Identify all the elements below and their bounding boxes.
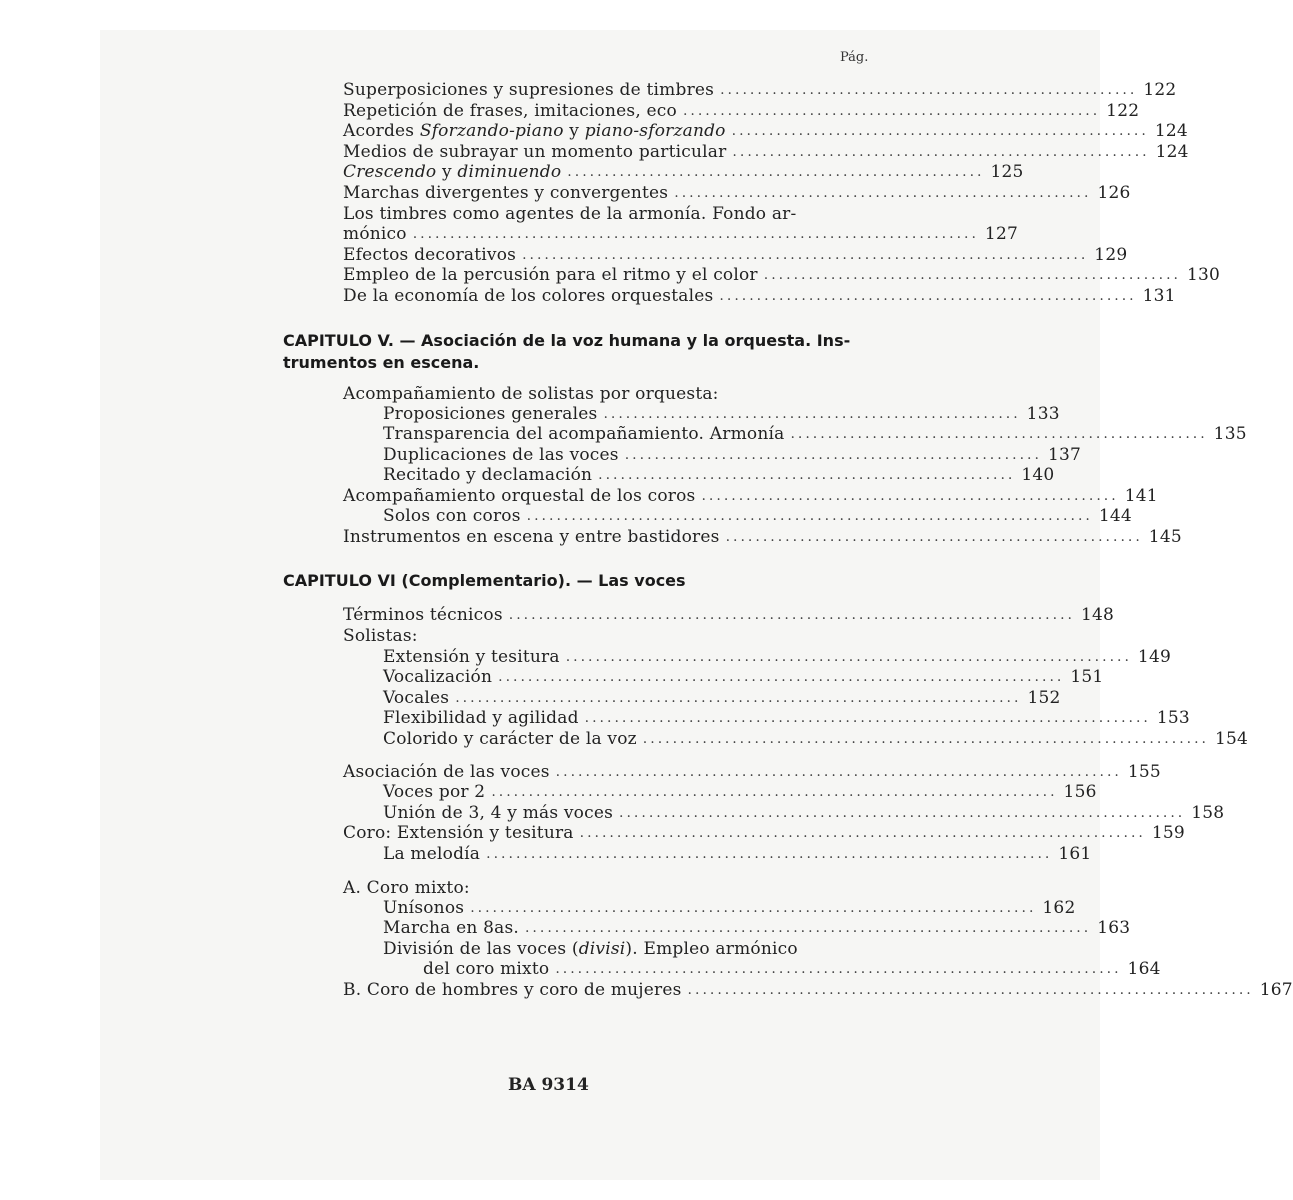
toc-entry: Asociación de las voces ............................................................................ 155 [343, 762, 1161, 782]
toc-entry: Vocalización ............................................................................ 151 [383, 667, 1104, 687]
toc-entry: La melodía ............................................................................ 161 [383, 844, 1092, 864]
toc-entry: División de las voces (divisi). Empleo armónico [383, 939, 798, 959]
toc-entry: Acompañamiento orquestal de los coros ........................................................ 141 [343, 486, 1158, 506]
page-number: 162 [1042, 898, 1076, 918]
page-number: 144 [1098, 506, 1132, 526]
page-number: 129 [1094, 245, 1128, 265]
page-number: 151 [1070, 667, 1104, 687]
page-number: 122 [1143, 80, 1177, 100]
page-number: 152 [1027, 688, 1061, 708]
toc-entry: Colorido y carácter de la voz ............................................................................ 154 [383, 729, 1249, 749]
page-number: 137 [1047, 445, 1081, 465]
toc-entry: mónico ............................................................................ 127 [343, 224, 1018, 244]
page-number: 131 [1142, 286, 1176, 306]
toc-entry: Los timbres como agentes de la armonía. Fondo ar- [343, 204, 797, 224]
page-number: 156 [1063, 782, 1097, 802]
toc-entry: Efectos decorativos ............................................................................ 129 [343, 245, 1128, 265]
toc-entry: Duplicaciones de las voces ........................................................ 137 [383, 445, 1081, 465]
toc-entry: Marcha en 8as. ............................................................................ 163 [383, 918, 1131, 938]
toc-entry: De la economía de los colores orquestales ........................................................ 131 [343, 286, 1176, 306]
toc-entry: Términos técnicos ............................................................................ 148 [343, 605, 1115, 625]
page-number: 141 [1124, 486, 1158, 506]
toc-entry: Unísonos ............................................................................ 162 [383, 898, 1076, 918]
page-number: 154 [1215, 729, 1249, 749]
chapter-heading: CAPITULO V. — Asociación de la voz humana y la orquesta. Ins- trumentos en escena. [283, 331, 851, 372]
page-number: 159 [1151, 823, 1185, 843]
toc-entry: Crescendo y diminuendo ........................................................ 125 [343, 162, 1024, 182]
page-number: 145 [1148, 527, 1182, 547]
page-column-header: Pág. [840, 50, 869, 65]
toc-entry: Acompañamiento de solistas por orquesta: [343, 384, 719, 404]
toc-entry: Transparencia del acompañamiento. Armonía ........................................................ 135 [383, 424, 1247, 444]
page-number: 163 [1097, 918, 1131, 938]
page-number: 127 [984, 224, 1018, 244]
page-number: 158 [1191, 803, 1225, 823]
page-number: 167 [1259, 980, 1293, 1000]
toc-entry: Marchas divergentes y convergentes ........................................................ 126 [343, 183, 1131, 203]
page-number: 164 [1127, 959, 1161, 979]
toc-entry: Solos con coros ............................................................................ 144 [383, 506, 1132, 526]
toc-entry: Recitado y declamación ........................................................ 140 [383, 465, 1055, 485]
page-number: 161 [1058, 844, 1092, 864]
toc-entry: Acordes Sforzando-piano y piano-sforzando ........................................................ 124 [343, 121, 1188, 141]
page-number: 124 [1154, 121, 1188, 141]
toc-entry: Vocales ............................................................................ 152 [383, 688, 1061, 708]
page-number: 133 [1026, 404, 1060, 424]
chapter-heading: CAPITULO VI (Complementario). — Las voces [283, 571, 686, 590]
toc-entry: Instrumentos en escena y entre bastidores ........................................................ 145 [343, 527, 1182, 547]
toc-entry: Empleo de la percusión para el ritmo y el color ........................................................ 130 [343, 265, 1221, 285]
toc-entry: Extensión y tesitura ............................................................................ 149 [383, 647, 1171, 667]
page-number: 125 [990, 162, 1024, 182]
toc-entry: Coro: Extensión y tesitura ............................................................................ 159 [343, 823, 1185, 843]
toc-entry: Superposiciones y supresiones de timbres ........................................................ 122 [343, 80, 1177, 100]
page-number: 124 [1155, 142, 1189, 162]
page-number: 122 [1106, 101, 1140, 121]
toc-entry: Repetición de frases, imitaciones, eco ........................................................ 122 [343, 101, 1140, 121]
page-number: 140 [1021, 465, 1055, 485]
toc-entry: Solistas: [343, 626, 418, 646]
toc-entry: Proposiciones generales ........................................................ 133 [383, 404, 1060, 424]
page-number: 135 [1213, 424, 1247, 444]
page-number: 153 [1156, 708, 1190, 728]
page-number: 149 [1137, 647, 1171, 667]
page-number: 130 [1186, 265, 1221, 285]
page-number: 148 [1080, 605, 1115, 625]
toc-entry: Unión de 3, 4 y más voces ............................................................................ 158 [383, 803, 1225, 823]
toc-entry: del coro mixto ............................................................................ 164 [423, 959, 1161, 979]
toc-entry: B. Coro de hombres y coro de mujeres ............................................................................ 167 [343, 980, 1293, 1000]
page-footer-code: BA 9314 [508, 1075, 589, 1095]
page-number: 126 [1097, 183, 1131, 203]
page-number: 155 [1127, 762, 1161, 782]
toc-entry: Flexibilidad y agilidad ............................................................................ 153 [383, 708, 1190, 728]
toc-entry: A. Coro mixto: [343, 878, 470, 898]
toc-entry: Medios de subrayar un momento particular ........................................................ 124 [343, 142, 1189, 162]
toc-entry: Voces por 2 ............................................................................ 156 [383, 782, 1097, 802]
